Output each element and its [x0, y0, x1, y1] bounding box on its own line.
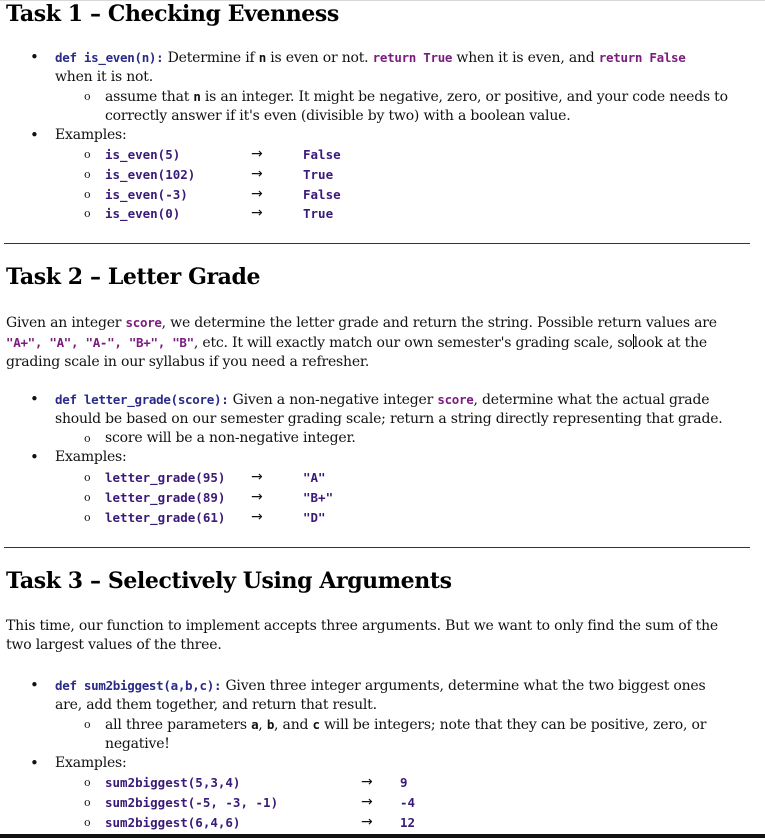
task3-intro: This time, our function to implement accepts three arguments. But we want to only find the sum of the two largest values of the three. — [6, 618, 718, 653]
section-divider — [4, 547, 750, 548]
example-result: "A" — [303, 470, 326, 485]
example-result: "B+" — [303, 490, 334, 505]
arrow-icon: → — [251, 509, 263, 525]
task3-note: all three parameters a, b, and c will be integers; note that they can be positive, zero, or negative! — [105, 717, 707, 752]
sub-bullet: o — [84, 90, 91, 103]
arrow-icon: → — [251, 469, 263, 485]
example-call: is_even(0) — [105, 206, 181, 221]
arrow-icon: → — [361, 774, 373, 790]
example-call: letter_grade(89) — [105, 490, 226, 505]
task2-description: def letter_grade(score): Given a non-negative integer score, determine what the actual grade should be based on our semester grading scale; return a string directly representing that grade. — [55, 392, 723, 427]
bullet: • — [30, 48, 39, 66]
arrow-icon: → — [251, 146, 263, 162]
task1-description: def is_even(n): Determine if n is even or not. return True when it is even, and return False when it is not. — [55, 50, 686, 85]
bullet: • — [30, 676, 39, 694]
task2-intro: Given an integer score, we determine the letter grade and return the string. Possible return values are "A+", "A", "A-", "B+", "B", etc. It will exactly match our own semester's grading scale, solook at the grading scale in our syllabus if you need a refresher. — [6, 315, 717, 370]
task1-note: assume that n is an integer. It might be negative, zero, or positive, and your code needs to correctly answer if it's even (divisible by two) with a boolean value. — [105, 89, 728, 124]
example-result: True — [303, 167, 334, 182]
task3-signature: def sum2biggest(a,b,c): — [55, 678, 222, 693]
task3-description: def sum2biggest(a,b,c): Given three integer arguments, determine what the two biggest ones are, add them together, and return that result. — [55, 678, 706, 713]
task3-title: Task 3 – Selectively Using Arguments — [6, 568, 452, 594]
example-call: sum2biggest(6,4,6) — [105, 815, 241, 830]
bottom-border — [0, 834, 765, 838]
example-call: letter_grade(95) — [105, 470, 226, 485]
task1-title: Task 1 – Checking Evenness — [6, 1, 339, 27]
bullet: • — [30, 390, 39, 408]
bullet: • — [30, 754, 39, 772]
task2-title: Task 2 – Letter Grade — [6, 264, 261, 290]
task1-examples-label: Examples: — [55, 127, 127, 143]
example-result: True — [303, 206, 334, 221]
sub-bullet: o — [84, 432, 91, 445]
example-call: is_even(5) — [105, 147, 181, 162]
example-call: sum2biggest(-5, -3, -1) — [105, 795, 279, 810]
example-call: is_even(-3) — [105, 187, 188, 202]
arrow-icon: → — [361, 794, 373, 810]
section-divider — [4, 243, 750, 244]
example-call: sum2biggest(5,3,4) — [105, 775, 241, 790]
arrow-icon: → — [251, 186, 263, 202]
arrow-icon: → — [251, 166, 263, 182]
example-result: "D" — [303, 510, 326, 525]
bullet: • — [30, 126, 39, 144]
arrow-icon: → — [251, 489, 263, 505]
example-result: 12 — [400, 815, 416, 830]
task2-signature: def letter_grade(score): — [55, 392, 229, 407]
example-result: False — [303, 147, 341, 162]
bullet: • — [30, 448, 39, 466]
arrow-icon: → — [251, 205, 263, 221]
task2-examples-label: Examples: — [55, 449, 127, 465]
example-call: is_even(102) — [105, 167, 196, 182]
sub-bullet: o — [84, 718, 91, 731]
task3-examples-label: Examples: — [55, 755, 127, 771]
example-call: letter_grade(61) — [105, 510, 226, 525]
arrow-icon: → — [361, 814, 373, 830]
example-result: 9 — [400, 775, 408, 790]
task2-note: score will be a non-negative integer. — [105, 430, 356, 446]
example-result: False — [303, 187, 341, 202]
example-result: -4 — [400, 795, 416, 810]
task1-signature: def is_even(n): — [55, 50, 164, 65]
